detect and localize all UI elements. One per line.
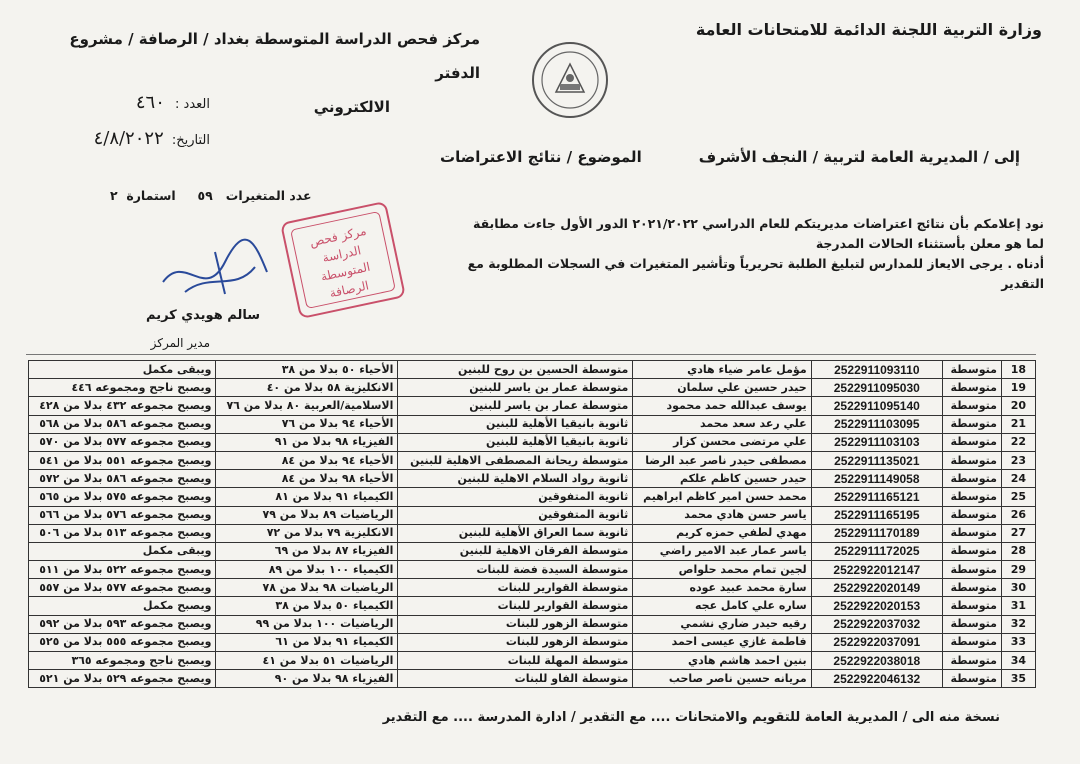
school-cell: متوسطة القوارير للبنات [398, 597, 633, 615]
body-line-1: نود إعلامكم بأن نتائج اعتراضات مديريتكم للعام الدراسي ٢٠٢١/٢٠٢٢ الدور الأول جاءت مطابقة لما هو معلن بأستثناء الحالات المدرجة [472, 216, 1044, 251]
table-row [29, 397, 1036, 415]
student-name-cell: رقيه حيدر ضاري نشمي [633, 615, 811, 633]
row-number: 28 [1001, 542, 1035, 560]
grade-change-cell: الأحياء ٥٠ بدلا من ٣٨ [216, 361, 398, 379]
student-name-cell: مصطفى حيدر ناصر عبد الرضا [633, 451, 811, 469]
center-stamp-icon [278, 200, 408, 320]
table-row [29, 451, 1036, 469]
exam-id-cell: 2522922038018 [811, 652, 942, 670]
grade-change-cell: الرياضيات ٩٨ بدلا من ٧٨ [216, 579, 398, 597]
row-number: 24 [1001, 470, 1035, 488]
grade-change-cell: الرياضيات ١٠٠ بدلا من ٩٩ [216, 615, 398, 633]
result-cell: ويصبح مجموعه ٥٨٦ بدلا من ٥٧٢ [29, 470, 216, 488]
table-row [29, 633, 1036, 651]
level-cell: متوسطة [942, 561, 1001, 579]
school-cell: ثانوية المتفوقين [398, 488, 633, 506]
table-row [29, 652, 1036, 670]
row-number: 23 [1001, 451, 1035, 469]
school-cell: متوسطة السيدة فضة للبنات [398, 561, 633, 579]
student-name-cell: مريانه حسين ناصر صاحب [633, 670, 811, 688]
signer-name: سالم هويدي كريم [146, 308, 260, 323]
school-cell: ثانوية المتفوقين [398, 506, 633, 524]
level-cell: متوسطة [942, 597, 1001, 615]
exam-id-cell: 2522911170189 [811, 524, 942, 542]
level-cell: متوسطة [942, 652, 1001, 670]
grade-change-cell: الانكليزية ٥٨ بدلا من ٤٠ [216, 379, 398, 397]
school-cell: متوسطة الحسين بن روح للبنين [398, 361, 633, 379]
exam-id-cell: 2522911172025 [811, 542, 942, 560]
school-cell: متوسطة الزهور للبنات [398, 633, 633, 651]
student-name-cell: ساره علي كامل عجه [633, 597, 811, 615]
exam-id-cell: 2522911103103 [811, 433, 942, 451]
school-cell: متوسطة عمار بن ياسر للبنين [398, 397, 633, 415]
student-name-cell: مؤمل عامر ضياء هادي [633, 361, 811, 379]
school-cell: متوسطة الفاو للبنات [398, 670, 633, 688]
variables-count-value: ٥٩ [197, 188, 213, 203]
result-cell: ويصبح مجموعه ٥١٣ بدلا من ٥٠٦ [29, 524, 216, 542]
form-number: ٢ [110, 188, 118, 203]
table-row [29, 415, 1036, 433]
exam-id-cell: 2522911165195 [811, 506, 942, 524]
school-cell: متوسطة الزهور للبنات [398, 615, 633, 633]
table-row [29, 542, 1036, 560]
exam-id-cell: 2522911095140 [811, 397, 942, 415]
exam-id-cell: 2522922046132 [811, 670, 942, 688]
document-date [40, 128, 210, 149]
level-cell: متوسطة [942, 488, 1001, 506]
result-cell: ويبقى مكمل [29, 542, 216, 560]
student-name-cell: حيدر حسين كاظم علكم [633, 470, 811, 488]
level-cell: متوسطة [942, 361, 1001, 379]
student-name-cell: حيدر حسين علي سلمان [633, 379, 811, 397]
result-cell: ويصبح مجموعه ٤٣٢ بدلا من ٤٢٨ [29, 397, 216, 415]
level-cell: متوسطة [942, 470, 1001, 488]
stamp-text-1: مركز فحص [308, 223, 368, 250]
school-cell: متوسطة عمار بن ياسر للبنين [398, 379, 633, 397]
result-cell: ويبقى مكمل [29, 361, 216, 379]
stamp-text-4: الرصافة [328, 278, 371, 301]
level-cell: متوسطة [942, 633, 1001, 651]
student-name-cell: علي رعد سعد محمد [633, 415, 811, 433]
row-number: 19 [1001, 379, 1035, 397]
student-name-cell: فاطمة غازي عيسى احمد [633, 633, 811, 651]
row-number: 34 [1001, 652, 1035, 670]
row-number: 18 [1001, 361, 1035, 379]
school-cell: متوسطة ريحانة المصطفى الاهلية للبنين [398, 451, 633, 469]
school-cell: متوسطة القوارير للبنات [398, 579, 633, 597]
level-cell: متوسطة [942, 524, 1001, 542]
student-name-cell: ياسر حسن هادي محمد [633, 506, 811, 524]
student-name-cell: بنين احمد هاشم هادي [633, 652, 811, 670]
result-cell: ويصبح مجموعه ٥٢٢ بدلا من ٥١١ [29, 561, 216, 579]
grade-change-cell: الأحياء ٩٨ بدلا من ٨٤ [216, 470, 398, 488]
row-number: 26 [1001, 506, 1035, 524]
row-number: 20 [1001, 397, 1035, 415]
school-cell: متوسطة الفرقان الاهلية للبنين [398, 542, 633, 560]
grade-change-cell: الأحياء ٩٤ بدلا من ٧٦ [216, 415, 398, 433]
result-cell: ويصبح مجموعه ٥٧٧ بدلا من ٥٥٧ [29, 579, 216, 597]
body-paragraph [454, 214, 1044, 294]
level-cell: متوسطة [942, 415, 1001, 433]
subject-line: الموضوع / نتائج الاعتراضات [440, 148, 642, 166]
copy-to-footer: نسخة منه الى / المديرية العامة للتقويم والامتحانات .... مع التقدير / ادارة المدرسة .... مع التقدير [382, 710, 1000, 725]
exam-id-cell: 2522911165121 [811, 488, 942, 506]
date-label: التاريخ: [171, 133, 210, 148]
grade-change-cell: الاسلامية/العربية ٨٠ بدلا من ٧٦ [216, 397, 398, 415]
center-header-line2: الالكتروني [313, 98, 390, 116]
level-cell: متوسطة [942, 379, 1001, 397]
student-name-cell: ياسر عمار عبد الامير راضي [633, 542, 811, 560]
row-number: 32 [1001, 615, 1035, 633]
result-cell: ويصبح ناجح ومجموعه ٣٦٥ [29, 652, 216, 670]
date-value: ٤/٨/٢٠٢٢ [93, 128, 164, 149]
grade-change-cell: الكيمياء ٩١ بدلا من ٦١ [216, 633, 398, 651]
grade-change-cell: الأحياء ٩٤ بدلا من ٨٤ [216, 451, 398, 469]
table-row [29, 524, 1036, 542]
row-number: 33 [1001, 633, 1035, 651]
grade-change-cell: الكيمياء ٥٠ بدلا من ٣٨ [216, 597, 398, 615]
stamp-text-2: الدراسة [321, 243, 363, 266]
variables-label: عدد المتغيرات [225, 188, 312, 203]
number-value: ٤٦٠ [135, 92, 165, 113]
table-row [29, 615, 1036, 633]
document-number [60, 92, 210, 113]
signature-icon [155, 232, 275, 312]
school-cell: ثانوية سما العراق الأهلية للبنين [398, 524, 633, 542]
row-number: 30 [1001, 579, 1035, 597]
school-cell: ثانوية بانيقيا الأهلية للبنين [398, 415, 633, 433]
school-cell: متوسطة المهلة للبنات [398, 652, 633, 670]
exam-id-cell: 2522911135021 [811, 451, 942, 469]
table-row [29, 379, 1036, 397]
school-cell: ثانوية بانيقيا الأهلية للبنين [398, 433, 633, 451]
exam-id-cell: 2522911093110 [811, 361, 942, 379]
row-number: 25 [1001, 488, 1035, 506]
separator-line [26, 354, 1036, 355]
result-cell: ويصبح ناجح ومجموعه ٤٤٦ [29, 379, 216, 397]
grade-change-cell: الانكليزية ٧٩ بدلا من ٧٢ [216, 524, 398, 542]
level-cell: متوسطة [942, 579, 1001, 597]
result-cell: ويصبح مكمل [29, 597, 216, 615]
table-row [29, 597, 1036, 615]
row-number: 35 [1001, 670, 1035, 688]
exam-id-cell: 2522922012147 [811, 561, 942, 579]
result-cell: ويصبح مجموعه ٥٢٩ بدلا من ٥٢١ [29, 670, 216, 688]
ministry-seal-icon [530, 40, 610, 120]
result-cell: ويصبح مجموعه ٥٩٣ بدلا من ٥٩٢ [29, 615, 216, 633]
result-cell: ويصبح مجموعه ٥٧٥ بدلا من ٥٦٥ [29, 488, 216, 506]
grade-change-cell: الفيزياء ٨٧ بدلا من ٦٩ [216, 542, 398, 560]
row-number: 22 [1001, 433, 1035, 451]
grade-change-cell: الفيزياء ٩٨ بدلا من ٩١ [216, 433, 398, 451]
student-name-cell: علي مرتضى محسن كزار [633, 433, 811, 451]
result-cell: ويصبح مجموعه ٥٨٦ بدلا من ٥٦٨ [29, 415, 216, 433]
level-cell: متوسطة [942, 615, 1001, 633]
exam-id-cell: 2522911095030 [811, 379, 942, 397]
level-cell: متوسطة [942, 506, 1001, 524]
student-name-cell: محمد حسن امير كاظم ابراهيم [633, 488, 811, 506]
table-row [29, 579, 1036, 597]
exam-id-cell: 2522922020149 [811, 579, 942, 597]
table-row [29, 433, 1036, 451]
result-cell: ويصبح مجموعه ٥٧٦ بدلا من ٥٦٦ [29, 506, 216, 524]
row-number: 29 [1001, 561, 1035, 579]
result-cell: ويصبح مجموعه ٥٧٧ بدلا من ٥٧٠ [29, 433, 216, 451]
student-name-cell: مهدي لطفي حمزه كريم [633, 524, 811, 542]
student-name-cell: يوسف عبدالله حمد محمود [633, 397, 811, 415]
table-row [29, 561, 1036, 579]
exam-id-cell: 2522922037091 [811, 633, 942, 651]
row-number: 31 [1001, 597, 1035, 615]
grade-change-cell: الفيزياء ٩٨ بدلا من ٩٠ [216, 670, 398, 688]
number-label: العدد : [175, 97, 210, 112]
school-cell: ثانوية رواد السلام الاهلية للبنين [398, 470, 633, 488]
row-number: 21 [1001, 415, 1035, 433]
stamp-text-3: المتوسطة [319, 259, 372, 284]
recipient-line: إلى / المديرية العامة لتربية / النجف الأشرف [698, 148, 1020, 166]
grade-change-cell: الكيمياء ١٠٠ بدلا من ٨٩ [216, 561, 398, 579]
result-cell: ويصبح مجموعه ٥٥٥ بدلا من ٥٢٥ [29, 633, 216, 651]
level-cell: متوسطة [942, 433, 1001, 451]
student-name-cell: سارة محمد عبيد عوده [633, 579, 811, 597]
exam-id-cell: 2522922037032 [811, 615, 942, 633]
row-number: 27 [1001, 524, 1035, 542]
ministry-header: وزارة التربية اللجنة الدائمة للامتحانات العامة [695, 20, 1042, 39]
result-cell: ويصبح مجموعه ٥٥١ بدلا من ٥٤١ [29, 451, 216, 469]
grade-change-cell: الرياضيات ٥١ بدلا من ٤١ [216, 652, 398, 670]
table-row [29, 670, 1036, 688]
level-cell: متوسطة [942, 397, 1001, 415]
exam-id-cell: 2522922020153 [811, 597, 942, 615]
table-row [29, 470, 1036, 488]
body-line-2: أدناه . يرجى الايعاز للمدارس لتبليغ الطلبة تحريرياً وتأشير المتغيرات في السجلات المطلوبة مع التقدير [467, 256, 1044, 291]
center-header-line1: مركز فحص الدراسة المتوسطة بغداد / الرصافة / مشروع الدفتر [69, 30, 480, 82]
exam-id-cell: 2522911149058 [811, 470, 942, 488]
level-cell: متوسطة [942, 451, 1001, 469]
signer-title: مدير المركز [150, 336, 210, 350]
table-row [29, 506, 1036, 524]
grade-change-cell: الكيمياء ٩١ بدلا من ٨١ [216, 488, 398, 506]
level-cell: متوسطة [942, 542, 1001, 560]
exam-id-cell: 2522911103095 [811, 415, 942, 433]
student-name-cell: لجين تمام محمد حلواص [633, 561, 811, 579]
grade-change-cell: الرياضيات ٨٩ بدلا من ٧٩ [216, 506, 398, 524]
table-row [29, 488, 1036, 506]
form-label: استمارة [126, 188, 176, 203]
level-cell: متوسطة [942, 670, 1001, 688]
results-table [28, 360, 1036, 688]
table-row [29, 361, 1036, 379]
